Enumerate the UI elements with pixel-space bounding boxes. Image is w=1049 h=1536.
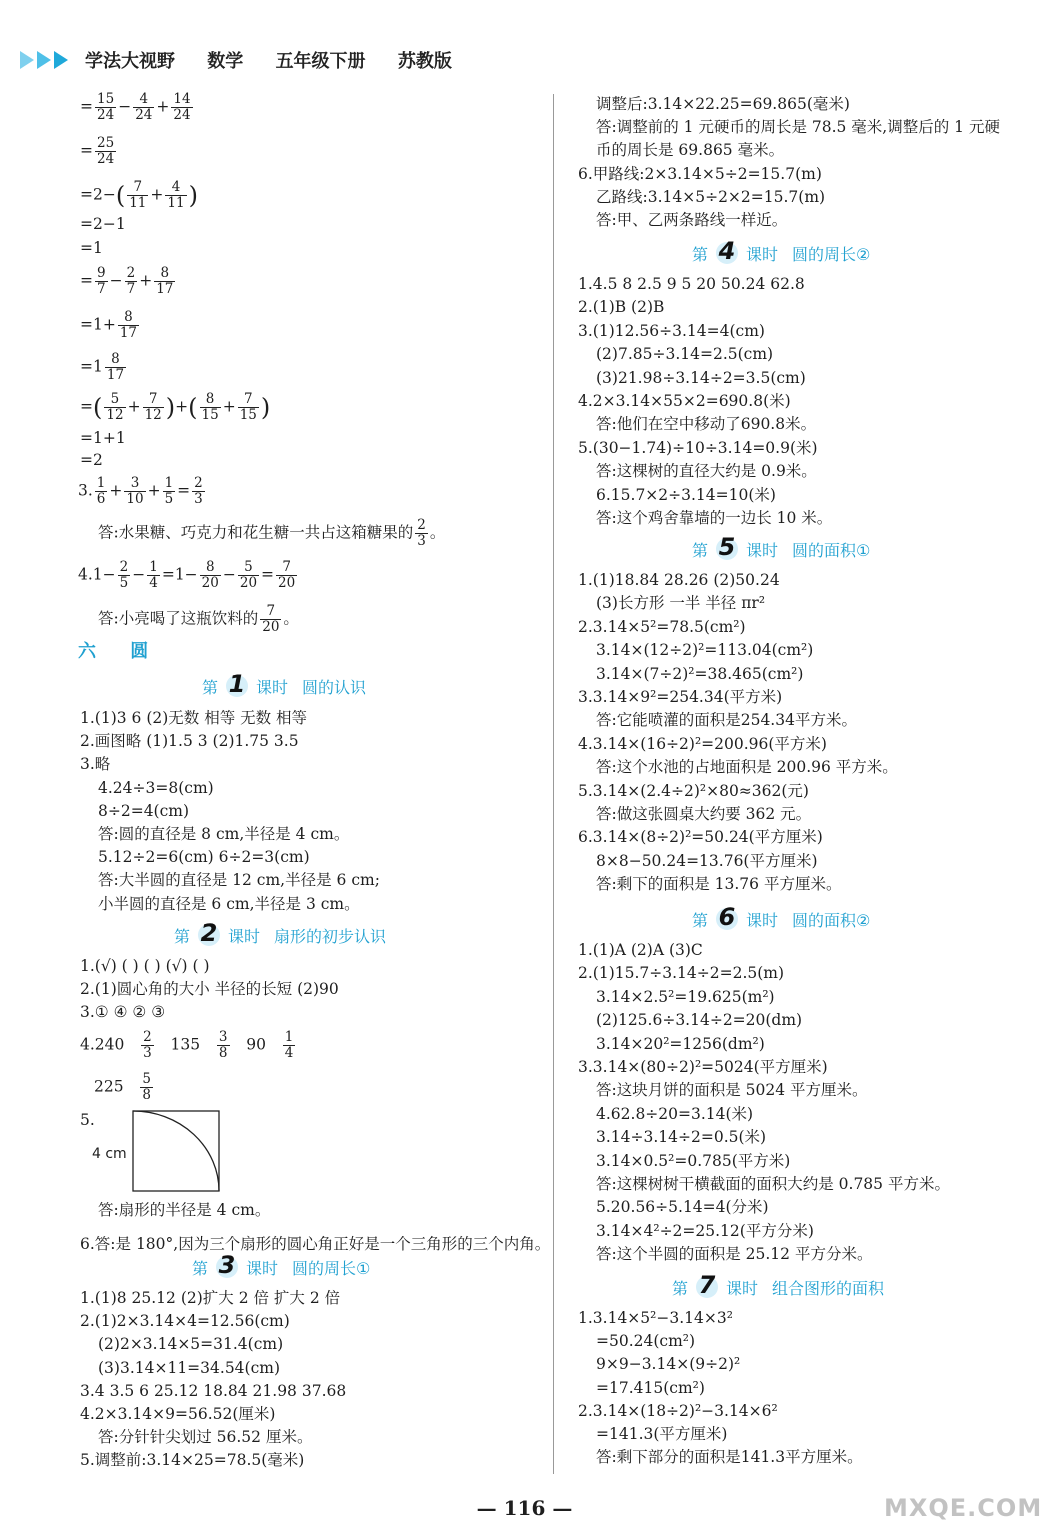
answer-line: 6.甲路线:2×3.14×5÷2=15.7(m) [578,164,822,183]
answer-line: 答:这个半圆的面积是 25.12 平方分米。 [596,1245,873,1264]
answer-line: 4.3.14×(16÷2)²=200.96(平方米) [578,734,827,753]
answer-line: 1.(√) ( ) ( ) (√) ( ) [80,957,210,975]
answer-line: 5.调整前:3.14×25=78.5(毫米) [80,1451,305,1470]
answer-line: 答:大半圆的直径是 12 cm,半径是 6 cm; [98,871,380,890]
answer-line: 答:这个水池的占地面积是 200.96 平方米。 [596,758,898,777]
section-title: 六 圆 [78,641,163,662]
answer-line: 1.(1)A (2)A (3)C [578,941,703,959]
answer-line: 答:甲、乙两条路线一样近。 [596,211,788,229]
answer-line: 3.14÷3.14÷2=0.5(米) [596,1128,767,1147]
question-3: 3. $\frac{1}{6}$ + $\frac{3}{10}$ + $\frac{1}{5}$ = $\frac{2}{3}$ [78,475,203,507]
answer-line: 答:剩下的面积是 13.76 平方厘米。 [596,875,842,894]
answer-line: 小半圆的直径是 6 cm,半径是 3 cm。 [98,894,360,913]
answer-line: 乙路线:3.14×5÷2×2=15.7(m) [596,187,826,206]
answer-line: (2)7.85÷3.14=2.5(cm) [596,345,774,364]
sector-figure [132,1110,222,1194]
answer-line: (2)125.6÷3.14÷2=20(dm) [596,1011,803,1030]
answer-line: =17.415(cm²) [596,1378,705,1397]
grade: 五年级下册 [275,51,366,72]
lesson-4-heading: 第 4 课时 圆的周长② [692,237,871,265]
math-line: = $\frac{15}{24}$ − $\frac{4}{24}$ + $\frac{14}{24}$ [80,91,191,123]
answer-3: 答:水果糖、巧克力和花生糖一共占这箱糖果的 $\frac{2}{3}$ 。 [98,517,446,549]
math-line: =1 [80,239,103,257]
answer-line: 2.3.14×5²=78.5(cm²) [578,617,746,636]
answer-line: 答:这棵树树干横截面的面积大约是 0.785 平方米。 [596,1175,950,1193]
math-line: =1+1 [80,429,126,447]
answer-line: 答:它能喷灌的面积是254.34平方米。 [596,711,857,730]
answer-line: 1.4.5 8 2.5 9 5 20 50.24 62.8 [578,275,805,293]
lesson-3-heading: 第 3 课时 圆的周长① [192,1251,371,1279]
answer-line: 3.14×20²=1256(dm²) [596,1034,765,1053]
figure-label: 4 cm [92,1146,127,1162]
page-header [20,46,468,74]
answer-line: =50.24(cm²) [596,1332,696,1351]
lesson-2-heading: 第 2 课时 扇形的初步认识 [174,919,387,947]
arrow-decoration-icon [20,51,71,69]
math-line: =1 $\frac{8}{17}$ [80,351,125,383]
answer-line: 答:剩下部分的面积是141.3平方厘米。 [596,1448,863,1467]
answer-line: 3.(1)12.56÷3.14=4(cm) [578,321,765,340]
header-title [85,47,468,73]
math-line: =2−1 [80,215,126,233]
answer-line: 4.24÷3=8(cm) [98,778,214,797]
answer-line: 3.14×2.5²=19.625(m²) [596,987,775,1006]
column-divider [553,94,554,1474]
answer-line: 1.3.14×5²−3.14×3² [578,1309,733,1327]
answer-line: 币的周长是 69.865 毫米。 [596,141,785,160]
answer-line: (2)2×3.14×5=31.4(cm) [98,1335,284,1354]
answer-line: 2.(1)B (2)B [578,298,665,317]
answer-line: 5.3.14×(2.4÷2)²×80≈362(元) [578,781,809,800]
question-4-sectors: 4.240 $\frac{2}{3}$ 135 $\frac{3}{8}$ 90 $\frac{1}{4}$ [80,1029,294,1061]
answer-line: 6.答:是 180°,因为三个扇形的圆心角正好是一个三角形的三个内角。 [80,1235,551,1253]
answer-line: 6.15.7×2÷3.14=10(米) [596,485,776,504]
answer-line: 答:扇形的半径是 4 cm。 [98,1201,271,1219]
answer-line: 5.12÷2=6(cm) 6÷2=3(cm) [98,848,310,867]
answer-line: 3.14×0.5²=0.785(平方米) [596,1151,791,1170]
subject: 数学 [207,51,244,72]
answer-line: 答:这个鸡舍靠墙的一边长 10 米。 [596,509,833,527]
answer-line: 4.2×3.14×9=56.52(厘米) [80,1405,276,1423]
answer-line: 3.4 3.5 6 25.12 18.84 21.98 37.68 [80,1381,347,1400]
page-number: — 116 — [476,1496,573,1520]
answer-line: 答:调整前的 1 元硬币的周长是 78.5 毫米,调整后的 1 元硬 [596,118,1000,137]
answer-line: 调整后:3.14×22.25=69.865(毫米) [596,95,850,113]
answer-line: 2.(1)圆心角的大小 半径的长短 (2)90 [80,980,339,999]
answer-line: 4.62.8÷20=3.14(米) [596,1104,754,1123]
answer-line: 2.画图略 (1)1.5 3 (2)1.75 3.5 [80,732,299,751]
answer-line: 答:做这张圆桌大约要 362 元。 [596,805,812,823]
math-line: =( $\frac{5}{12}$ + $\frac{7}{12}$ )+( $\frac{8}{15}$ + $\frac{7}{15}$ ) [80,391,271,423]
answer-4: 答:小亮喝了这瓶饮料的 $\frac{7}{20}$ 。 [98,603,299,635]
answer-line: 1.(1)18.84 28.26 (2)50.24 [578,571,780,589]
answer-line: 4.2×3.14×55×2=690.8(米) [578,392,791,410]
answer-line: 2.(1)2×3.14×4=12.56(cm) [80,1312,290,1331]
answer-line: 3.略 [80,755,111,774]
math-line: =2−( $\frac{7}{11}$ + $\frac{4}{11}$ ) [80,179,198,211]
answer-line: 答:圆的直径是 8 cm,半径是 4 cm。 [98,825,350,843]
lesson-6-heading: 第 6 课时 圆的面积② [692,903,871,931]
answer-line: 3.14×(7÷2)²=38.465(cm²) [596,664,804,683]
answer-line: 3.3.14×9²=254.34(平方米) [578,688,783,706]
answer-line: 答:这棵树的直径大约是 0.9米。 [596,462,817,481]
answer-line: 答:分针针尖划过 56.52 厘米。 [98,1428,313,1447]
math-line: =2 [80,451,103,469]
answer-line: 3.3.14×(80÷2)²=5024(平方厘米) [578,1058,828,1076]
answer-line: 8÷2=4(cm) [98,801,190,820]
lesson-5-heading: 第 5 课时 圆的面积① [692,533,871,561]
answer-line: 2.3.14×(18÷2)²−3.14×6² [578,1401,778,1420]
answer-line: 1.(1)8 25.12 (2)扩大 2 倍 扩大 2 倍 [80,1289,341,1307]
math-line: =1+ $\frac{8}{17}$ [80,309,138,341]
answer-line: =141.3(平方厘米) [596,1425,728,1443]
question-5-label: 5. [80,1111,95,1129]
math-line: = $\frac{25}{24}$ [80,135,115,167]
answer-line: 5.(30−1.74)÷10÷3.14=0.9(米) [578,438,818,457]
math-line: = $\frac{9}{7}$ − $\frac{2}{7}$ + $\frac{8}{17}$ [80,265,174,297]
answer-line: 3.① ④ ② ③ [80,1003,166,1022]
answer-line: (3)3.14×11=34.54(cm) [98,1358,281,1377]
watermark-logo: MXQE.COM [884,1494,1043,1522]
answer-line: 9×9−3.14×(9÷2)² [596,1355,741,1374]
answer-line: 5.20.56÷5.14=4(分米) [596,1198,769,1217]
answer-line: 1.(1)3 6 (2)无数 相等 无数 相等 [80,709,308,727]
answer-line: 3.14×4²÷2=25.12(平方分米) [596,1221,814,1240]
answer-line: 6.3.14×(8÷2)²=50.24(平方厘米) [578,828,823,847]
answer-line: 3.14×(12÷2)²=113.04(cm²) [596,641,814,660]
answer-line: 8×8−50.24=13.76(平方厘米) [596,851,818,870]
lesson-1-heading: 第 1 课时 圆的认识 [202,670,367,698]
answer-line: 答:他们在空中移动了690.8米。 [596,415,817,434]
answer-line: (3)21.98÷3.14÷2=3.5(cm) [596,368,806,387]
lesson-7-heading: 第 7 课时 组合图形的面积 [672,1271,885,1299]
question-4-sectors-row2: 225 $\frac{5}{8}$ [94,1071,151,1103]
answer-line: 答:这块月饼的面积是 5024 平方厘米。 [596,1081,868,1100]
answer-line: 2.(1)15.7÷3.14÷2=2.5(m) [578,964,785,983]
answer-line: (3)长方形 一半 半径 πr² [596,594,766,613]
edition: 苏教版 [397,51,452,72]
book-title: 学法大视野 [85,51,175,72]
question-4: 4.1− $\frac{2}{5}$ − $\frac{1}{4}$ =1− $\frac{8}{20}$ − $\frac{5}{20}$ = $\frac{7}{20}$ [78,559,296,591]
